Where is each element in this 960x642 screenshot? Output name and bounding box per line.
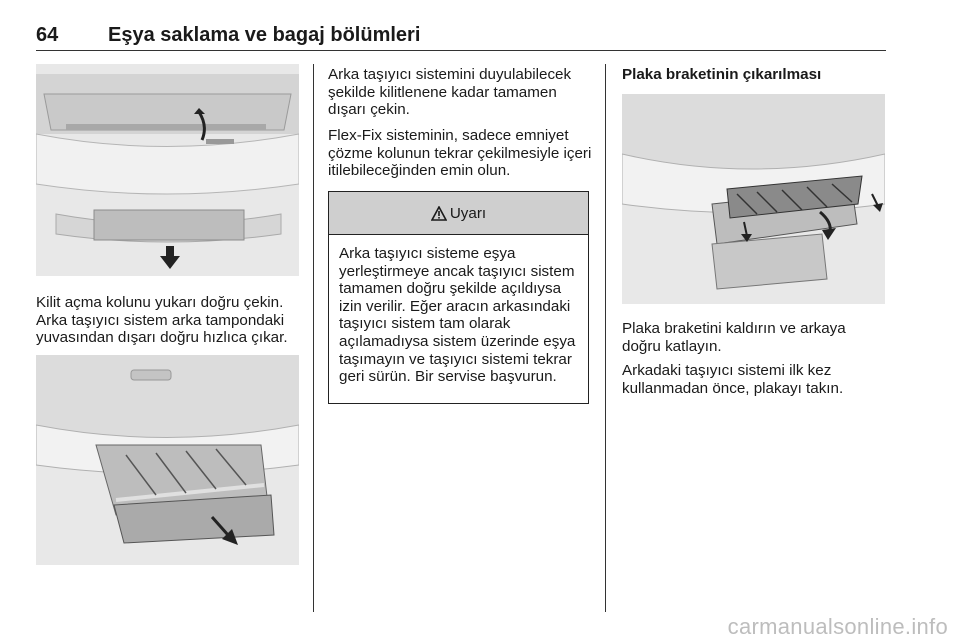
page-title: Eşya saklama ve bagaj bölümleri xyxy=(108,24,421,46)
plate-bracket-illustration xyxy=(622,94,885,304)
warning-triangle-icon xyxy=(431,206,447,221)
warning-title: Uyarı xyxy=(449,204,487,222)
warning-header xyxy=(329,192,588,235)
column-divider-left xyxy=(313,64,314,612)
release-lever-illustration xyxy=(36,64,299,276)
section-heading-plate-bracket: Plaka braketinin çıkarılması xyxy=(622,66,822,83)
para-lift-bracket: Plaka braketini kaldırın ve arkaya doğru katlayın. xyxy=(622,320,846,355)
watermark: carmanualsonline.info xyxy=(727,614,948,639)
carrier-extended-illustration xyxy=(36,355,299,565)
para-install-plate: Arkadaki taşıyıcı sistemi ilk kez kullanmadan önce, plakayı takın. xyxy=(622,362,844,397)
para-flex-fix-note: Flex-Fix sisteminin, sadece emniyet çözme kolunun tekrar çekilmesiyle içeri itilebileceğinden emin olun. xyxy=(328,127,592,180)
page-number: 64 xyxy=(36,24,59,46)
para-pull-out-carrier: Arka taşıyıcı sistemini duyulabilecek şekilde kilitlenene kadar tamamen dışarı çekin. xyxy=(328,66,572,119)
warning-box xyxy=(328,191,589,404)
warning-text: Arka taşıyıcı sisteme eşya yerleştirmeye ancak taşıyıcı sistem tamamen doğru şekilde açıldıysa izin verilir. Eğer aracın arkasındaki taşıyıcı sistem tam olarak açılamadıysa sistem üzerinde eşya taşımayın ve taşıyıcı sistemi tekrar geri sürün. Bir servise başvurun. xyxy=(339,245,576,386)
caption-release-lever: Kilit açma kolunu yukarı doğru çekin. Arka taşıyıcı sistem arka tampondaki yuvasından dışarı doğru hızlıca çıkar. xyxy=(36,294,288,347)
header-divider xyxy=(36,50,886,51)
column-divider-right xyxy=(605,64,606,612)
